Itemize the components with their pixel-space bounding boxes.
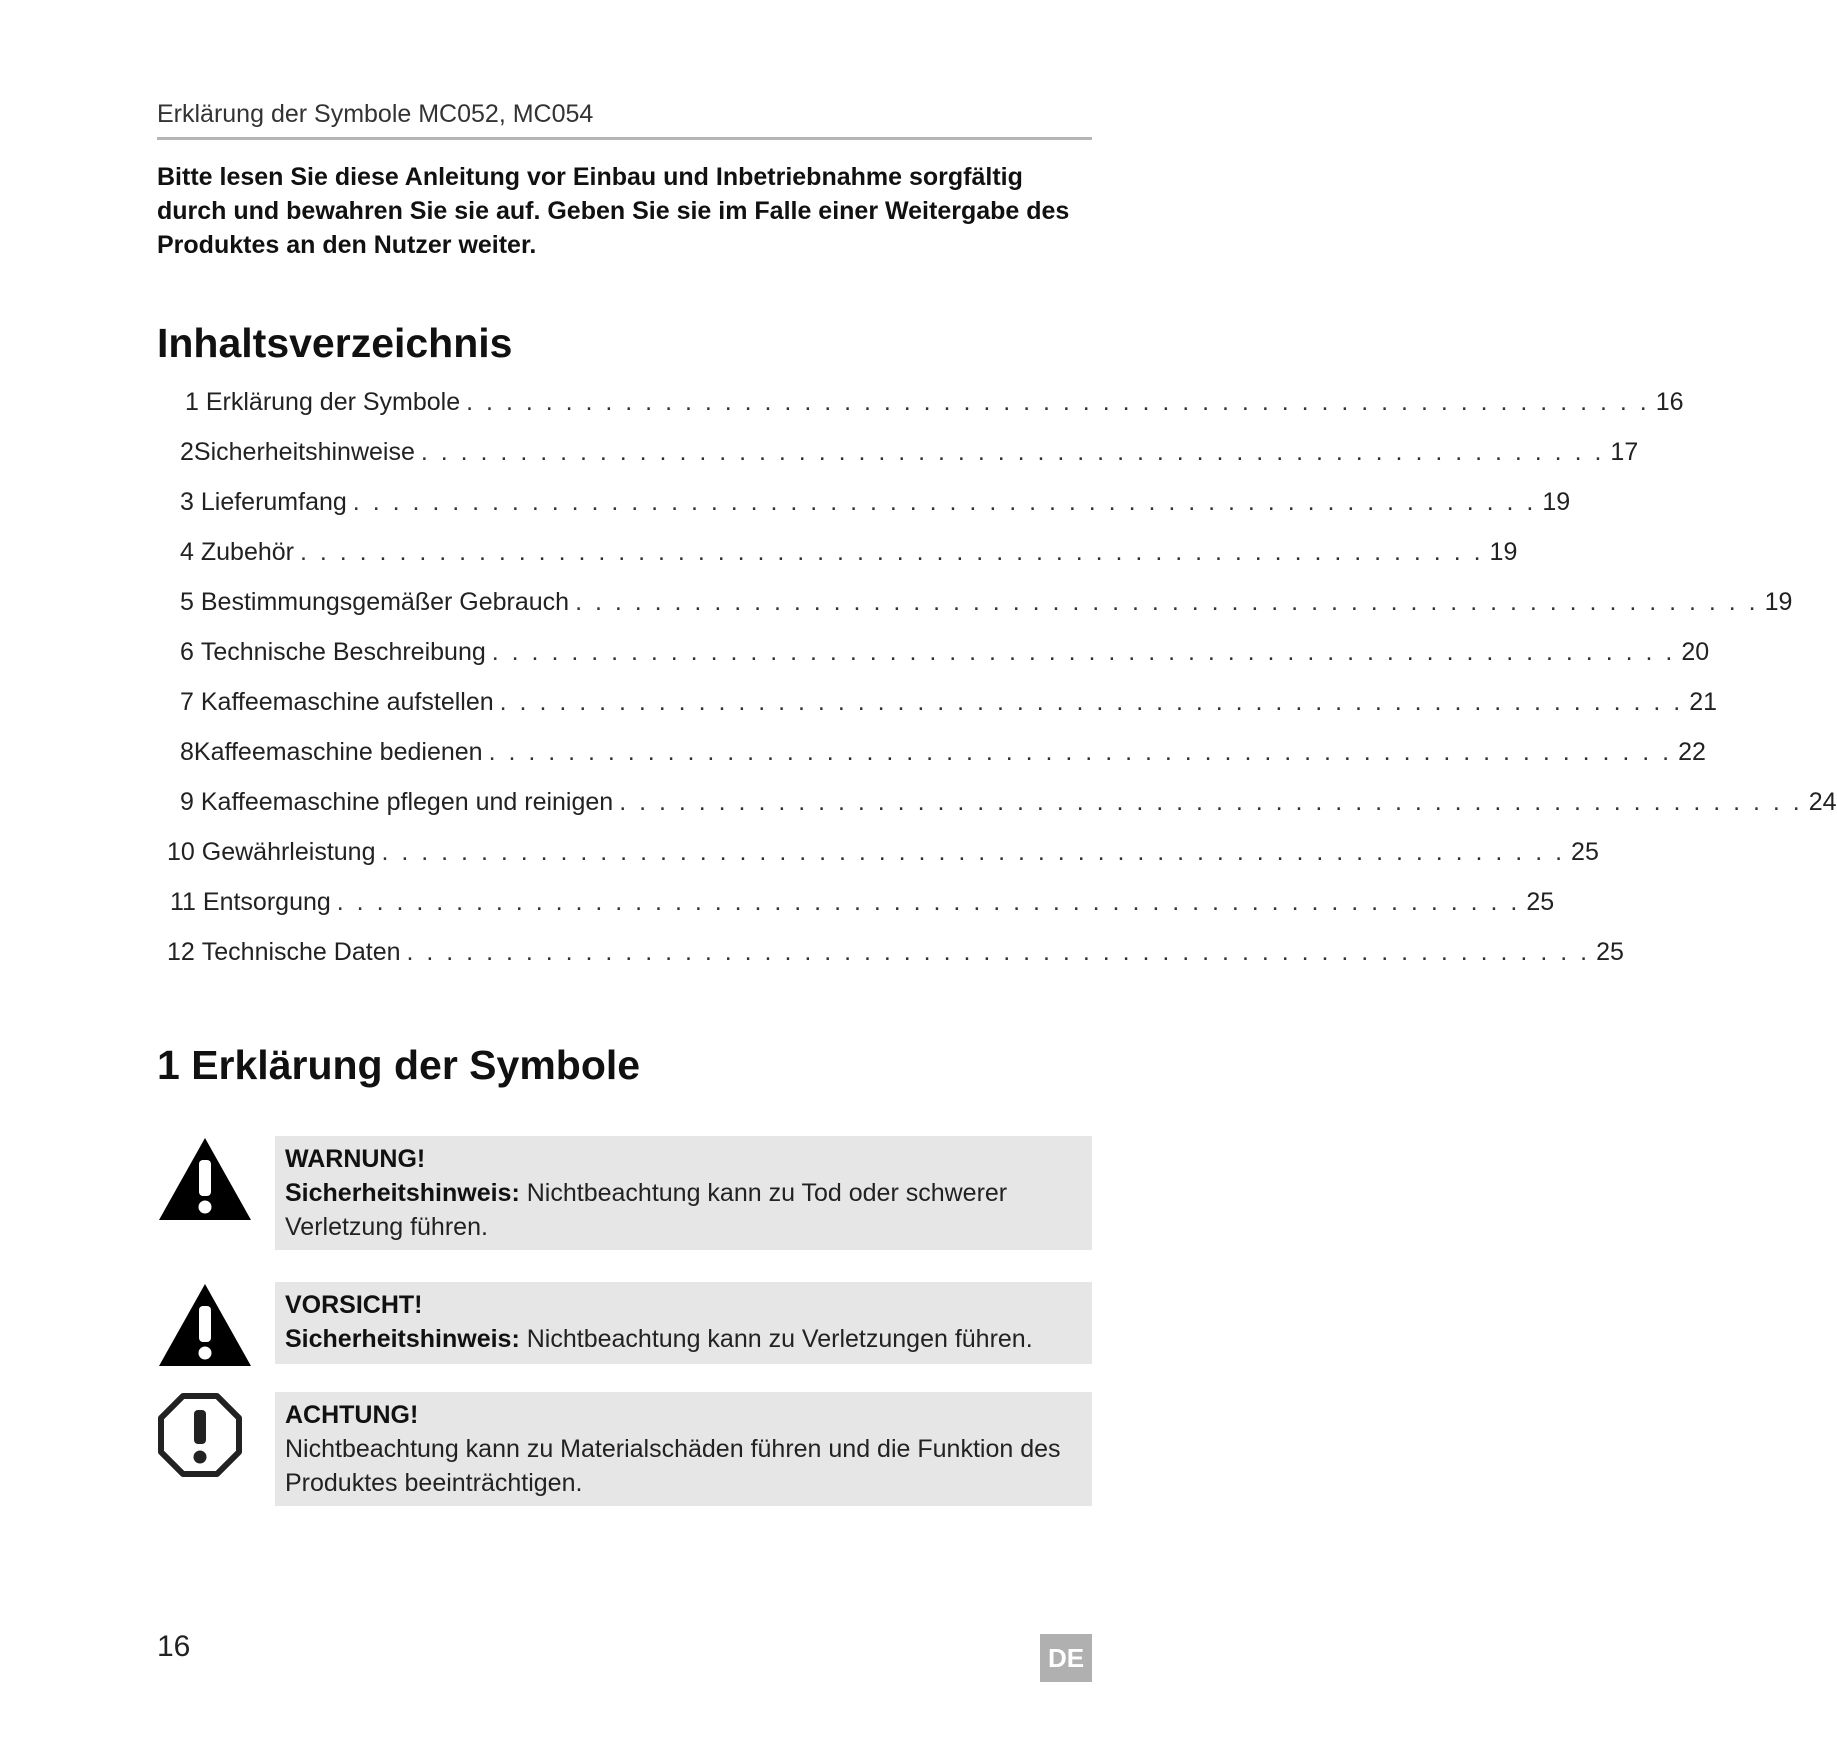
toc-item-page: 16 xyxy=(1655,388,1684,416)
toc-item-page: 19 xyxy=(1764,588,1793,616)
toc-leader-dots: . . . . . . . . . . . . . . . . . . . . . . . . . . . . . . . . . . . . . . . . . . . . . . . . . . . . . . . . . . . . xyxy=(352,488,1537,516)
notice-body xyxy=(285,1176,1082,1244)
toc-item-label: Technische Beschreibung xyxy=(200,638,486,666)
intro-notice: Bitte lesen Sie diese Anleitung vor Einbau und Inbetriebnahme sorgfältig durch und bewahren Sie sie auf. Geben Sie sie im Falle einer Weitergabe des Produktes an den Nutzer weiter. xyxy=(157,163,1070,259)
toc-item[interactable] xyxy=(185,388,1684,422)
toc-item-label: Kaffeemaschine bedienen xyxy=(193,738,483,766)
toc-item-label: Erklärung der Symbole xyxy=(205,388,461,416)
toc-item-number: 6 xyxy=(180,638,194,666)
toc-item-label: Technische Daten xyxy=(201,938,401,966)
notice-title: VORSICHT! xyxy=(285,1291,423,1319)
toc-leader-dots: . . . . . . . . . . . . . . . . . . . . . . . . . . . . . . . . . . . . . . . . . . . . . . . . . . . . . . . . . . . . xyxy=(466,388,1650,416)
notice-title: ACHTUNG! xyxy=(285,1401,419,1429)
toc-item-page: 19 xyxy=(1489,538,1518,566)
toc-item-number: 5 xyxy=(180,588,194,616)
toc-item-page: 19 xyxy=(1542,488,1571,516)
warning-notice xyxy=(275,1136,1092,1250)
toc-item[interactable] xyxy=(180,788,1837,822)
toc-item-label: Kaffeemaschine pflegen und reinigen xyxy=(200,788,614,816)
toc-item-number: 3 xyxy=(180,488,194,516)
toc-leader-dots: . . . . . . . . . . . . . . . . . . . . . . . . . . . . . . . . . . . . . . . . . . . . . . . . . . . . . . . . . . . . xyxy=(299,538,1484,566)
toc-item-number: 12 xyxy=(167,938,195,966)
toc-item-page: 20 xyxy=(1681,638,1710,666)
language-badge: DE xyxy=(1040,1634,1092,1682)
toc-item[interactable] xyxy=(180,638,1710,672)
toc-item[interactable] xyxy=(180,488,1571,522)
toc-item-number: 2 xyxy=(180,438,194,466)
notice-body xyxy=(285,1432,1082,1500)
toc-item-label: Entsorgung xyxy=(202,888,331,916)
notice-text: Nichtbeachtung kann zu Verletzungen führen. xyxy=(519,1325,1033,1353)
toc-leader-dots: . . . . . . . . . . . . . . . . . . . . . . . . . . . . . . . . . . . . . . . . . . . . . . . . . . . . . . . . . . . . xyxy=(619,788,1803,816)
notice-text: Nichtbeachtung kann zu Materialschäden führen und die Funktion des Produktes beeinträchtigen. xyxy=(285,1435,1061,1497)
toc-item-page: 22 xyxy=(1678,738,1706,766)
toc-item-number: 11 xyxy=(170,888,196,916)
toc-leader-dots: . . . . . . . . . . . . . . . . . . . . . . . . . . . . . . . . . . . . . . . . . . . . . . . . . . . . . . . . . . . . xyxy=(491,638,1676,666)
toc-item-page: 25 xyxy=(1571,838,1599,866)
toc-item[interactable] xyxy=(167,938,1624,972)
toc-item-label: Sicherheitshinweise xyxy=(193,438,415,466)
caution-notice xyxy=(275,1282,1092,1364)
toc-title: Inhaltsverzeichnis xyxy=(157,320,513,366)
toc-item[interactable] xyxy=(180,588,1793,622)
attention-octagon-icon xyxy=(157,1392,243,1478)
toc-item-page: 25 xyxy=(1526,888,1555,916)
toc-item-page: 24 xyxy=(1808,788,1837,816)
toc-item-number: 4 xyxy=(180,538,194,566)
section-title: 1 Erklärung der Symbole xyxy=(157,1042,641,1088)
toc-item-number: 7 xyxy=(180,688,194,716)
toc-item-label: Kaffeemaschine aufstellen xyxy=(200,688,494,716)
page-number: 16 xyxy=(157,1630,191,1663)
toc-leader-dots: . . . . . . . . . . . . . . . . . . . . . . . . . . . . . . . . . . . . . . . . . . . . . . . . . . . . . . . . . . . . xyxy=(336,888,1521,916)
toc-item-number: 10 xyxy=(167,838,195,866)
toc-item-label: Lieferumfang xyxy=(200,488,347,516)
toc-leader-dots: . . . . . . . . . . . . . . . . . . . . . . . . . . . . . . . . . . . . . . . . . . . . . . . . . . . . . . . . . . . . xyxy=(420,438,1605,466)
toc-item[interactable] xyxy=(180,438,1639,472)
notice-text: Nichtbeachtung kann zu Tod oder schwerer Verletzung führen. xyxy=(285,1179,1008,1241)
toc-item-number: 8 xyxy=(180,738,194,766)
toc-item-page: 21 xyxy=(1689,688,1718,716)
toc-item-number: 9 xyxy=(180,788,194,816)
toc-item[interactable] xyxy=(170,888,1555,922)
warning-triangle-icon xyxy=(157,1136,253,1222)
notice-title: WARNUNG! xyxy=(285,1145,426,1173)
toc-item-label: Zubehör xyxy=(200,538,294,566)
page-header: Erklärung der Symbole MC052, MC054 xyxy=(157,100,1092,140)
notice-body xyxy=(285,1322,1082,1356)
attention-notice xyxy=(275,1392,1092,1506)
toc-item-label: Bestimmungsgemäßer Gebrauch xyxy=(200,588,570,616)
toc-item-number: 1 xyxy=(185,388,199,416)
toc-leader-dots: . . . . . . . . . . . . . . . . . . . . . . . . . . . . . . . . . . . . . . . . . . . . . . . . . . . . . . . . . . . . xyxy=(381,838,1566,866)
toc-item[interactable] xyxy=(180,688,1718,722)
toc-leader-dots: . . . . . . . . . . . . . . . . . . . . . . . . . . . . . . . . . . . . . . . . . . . . . . . . . . . . . . . . . . . . xyxy=(406,938,1591,966)
toc-item[interactable] xyxy=(180,738,1706,772)
toc-item[interactable] xyxy=(180,538,1518,572)
toc-leader-dots: . . . . . . . . . . . . . . . . . . . . . . . . . . . . . . . . . . . . . . . . . . . . . . . . . . . . . . . . . . . . xyxy=(575,588,1759,616)
notice-strong-label: Sicherheitshinweis: xyxy=(285,1325,520,1353)
toc-item-page: 17 xyxy=(1610,438,1639,466)
caution-triangle-icon xyxy=(157,1282,253,1368)
toc-leader-dots: . . . . . . . . . . . . . . . . . . . . . . . . . . . . . . . . . . . . . . . . . . . . . . . . . . . . . . . . . . . . xyxy=(488,738,1673,766)
toc-item[interactable] xyxy=(167,838,1599,872)
toc-item-page: 25 xyxy=(1596,938,1624,966)
toc-leader-dots: . . . . . . . . . . . . . . . . . . . . . . . . . . . . . . . . . . . . . . . . . . . . . . . . . . . . . . . . . . . . xyxy=(499,688,1684,716)
toc-item-label: Gewährleistung xyxy=(201,838,376,866)
notice-strong-label: Sicherheitshinweis: xyxy=(285,1179,520,1207)
